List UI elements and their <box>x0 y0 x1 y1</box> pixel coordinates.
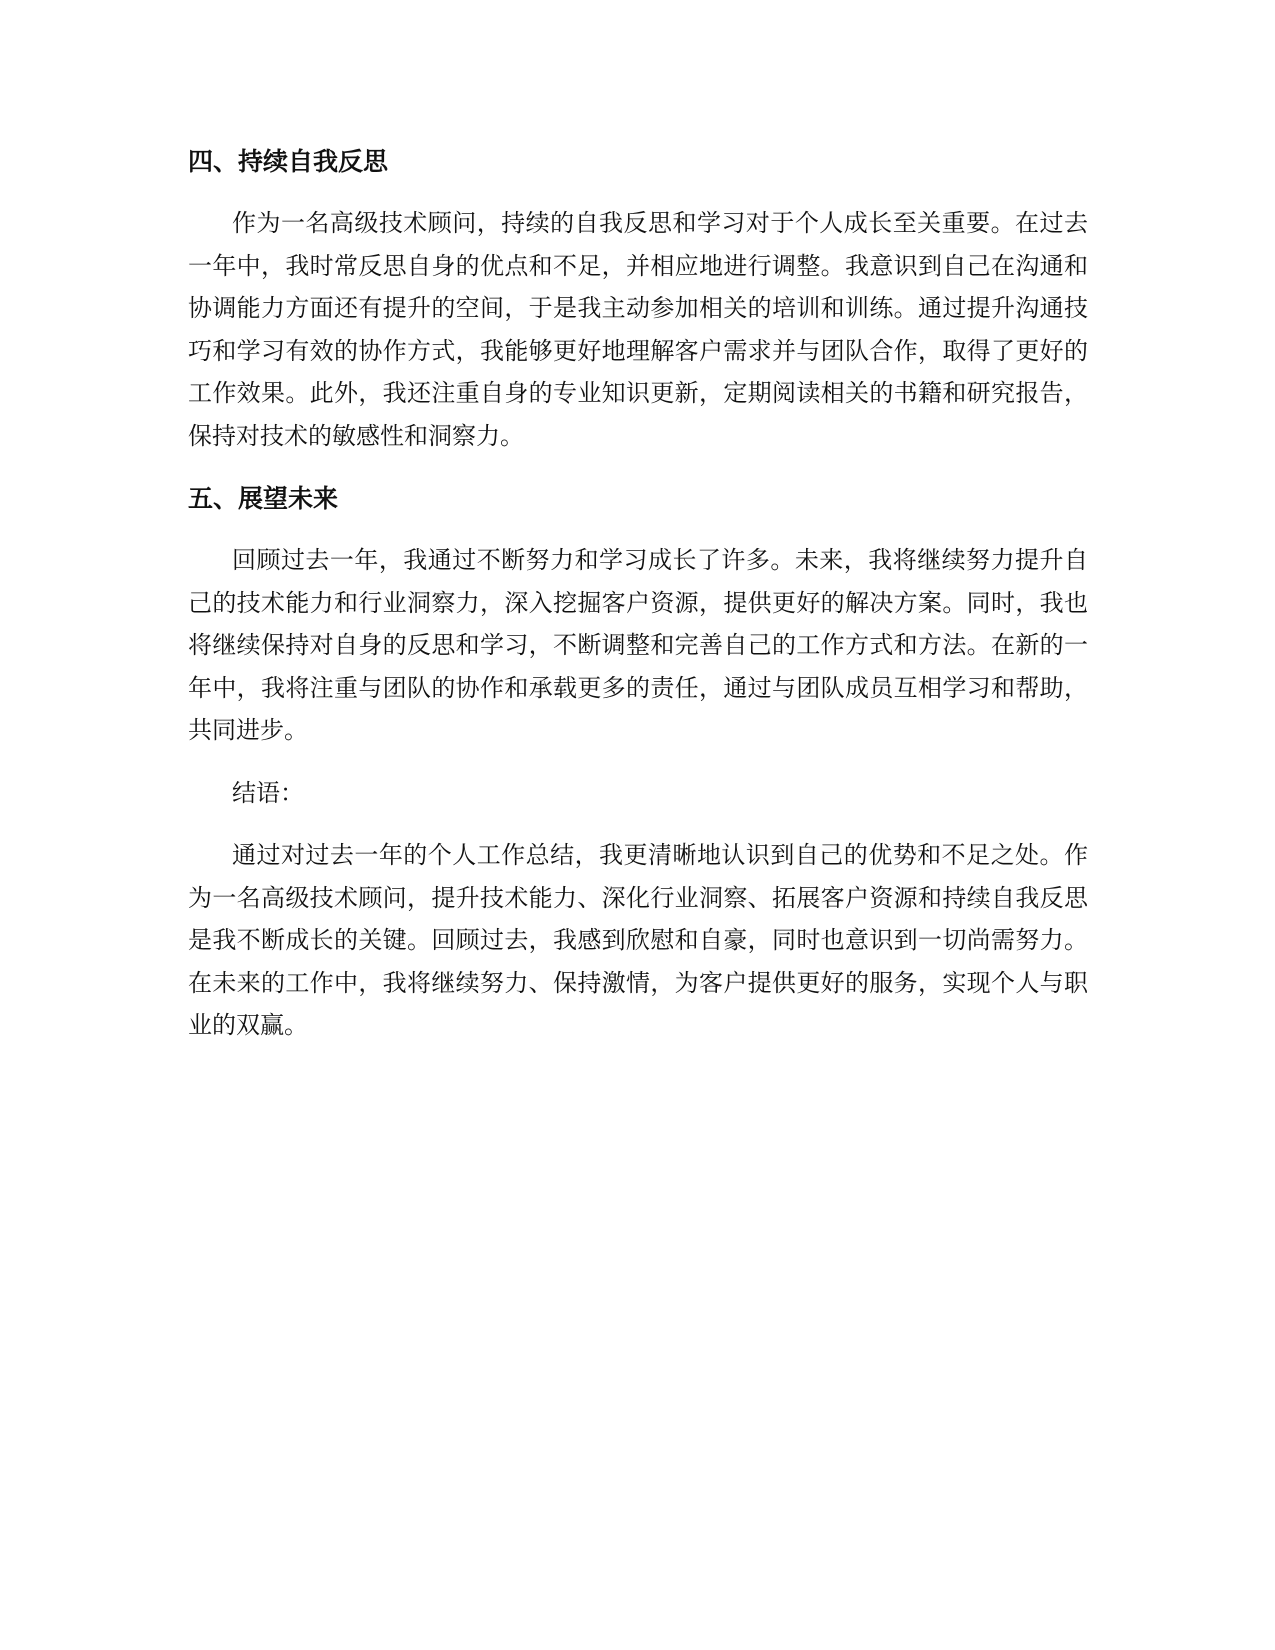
section-paragraph-outlook: 回顾过去一年，我通过不断努力和学习成长了许多。未来，我将继续努力提升自己的技术能力和行业洞察力，深入挖掘客户资源，提供更好的解决方案。同时，我也将继续保持对自身的反思和学习，不断调整和完善自己的工作方式和方法。在新的一年中，我将注重与团队的协作和承载更多的责任，通过与团队成员互相学习和帮助，共同进步。 <box>188 546 1088 744</box>
section-heading-outlook: 五、展望未来 <box>188 484 339 513</box>
conclusion-paragraph: 通过对过去一年的个人工作总结，我更清晰地认识到自己的优势和不足之处。作为一名高级技术顾问，提升技术能力、深化行业洞察、拓展客户资源和持续自我反思是我不断成长的关键。回顾过去，我感到欣慰和自豪，同时也意识到一切尚需努力。在未来的工作中，我将继续努力、保持激情，为客户提供更好的服务，实现个人与职业的双赢。 <box>188 841 1088 1039</box>
document-body <box>188 142 1088 1047</box>
section-paragraph-reflection: 作为一名高级技术顾问，持续的自我反思和学习对于个人成长至关重要。在过去一年中，我时常反思自身的优点和不足，并相应地进行调整。我意识到自己在沟通和协调能力方面还有提升的空间，于是我主动参加相关的培训和训练。通过提升沟通技巧和学习有效的协作方式，我能够更好地理解客户需求并与团队合作，取得了更好的工作效果。此外，我还注重自身的专业知识更新，定期阅读相关的书籍和研究报告，保持对技术的敏感性和洞察力。 <box>188 209 1088 450</box>
conclusion-label: 结语： <box>232 778 304 807</box>
section-heading-reflection: 四、持续自我反思 <box>188 147 389 176</box>
